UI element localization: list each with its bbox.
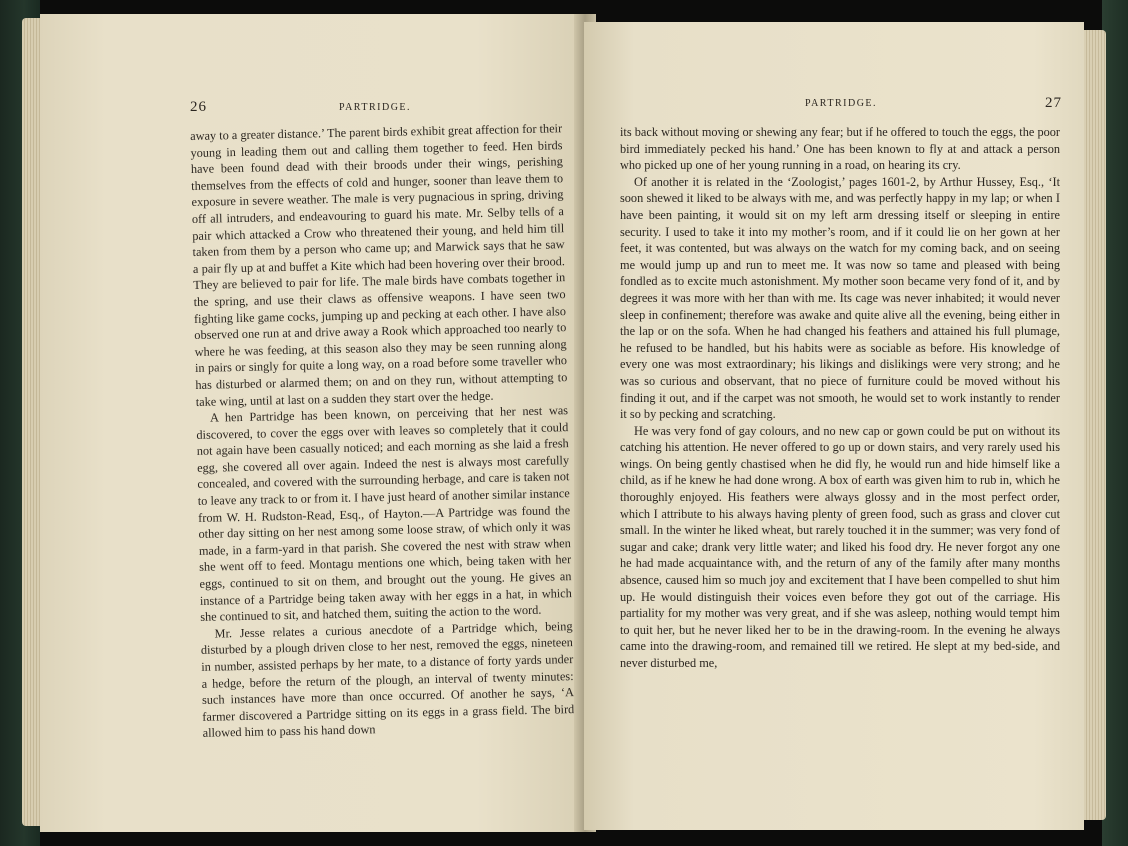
running-head: PARTRIDGE.: [338, 102, 412, 113]
paragraph: Of another it is related in the ‘Zoologist,’ pages 1601-2, by Arthur Hussey, Esq., ‘It soon shewed it liked to be always with me, and was perfectly happy in my lap; or when I have been painting, it would sit on my left arm dressing itself or sleeping in entire security. I used to take it into my mother’s room, and if it could lie on her gown at her feet, it was contented, but was always on the watch for my coming back, and on seeing me would jump up and run to meet me. It was now so tame and pleased with being fondled as to excite much astonishment. My mother soon became very fond of it, and by degrees it was more with her than with me. Its cage was never inhabited; it would never sleep in confinement; therefore was awake and quite alive all the evening, being either in the lap or on the sofa. When he had changed his feathers and attained his full plumage, he refused to be handled, but his habits were as sociable as before. His knowledge of every one was most extraordinary; his likings and dislikings were very strong; and he was so curious and observant, that no piece of furniture could be moved without his finding it out, and if the carpet was not smooth, he would set to work instantly to render it so by pecking and scratching.: [620, 174, 1060, 422]
right-page-header: [620, 95, 1062, 116]
left-page-body: [190, 120, 575, 742]
paragraph: He was very fond of gay colours, and no new cap or gown could be put on without its catching his attention. He never offered to go up or down stairs, and very rarely used his wings. On being gently chastised when he did fly, he would run and hide himself like a child, as if he knew he had done wrong. A box of earth was given him to rub in, which he thoroughly enjoyed. His feathers were always glossy and in the most perfect order, which I attribute to his always having plenty of green food, such as grass and clover cut small. In the winter he liked wheat, but rarely touched it in the summer; was very fond of sugar and cake; drank very little water; and liked his food dry. He never forgot any one he had made acquaintance with, and the return of any of the family after many months absence, caused him so much joy and excitement that I have been compelled to shut him up. He would distinguish their voices even before they got out of the carriage. His partiality for my mother was very great, and if she was asleep, nothing would tempt him to quit her, but he never liked her to be in the drawing-room. In the evening he always came into the drawing-room, and remained till we retired. He slept at my bed-side, and never disturbed me,: [620, 423, 1060, 670]
paragraph: A hen Partridge has been known, on perceiving that her nest was discovered, to cover the eggs over with leaves so completely that it could not again have been casually noticed; and each morning as she laid a fresh egg, she covered all over again. Indeed the nest is always most carefully concealed, and covered with the surrounding herbage, and care is taken not to leave any track to or from it. I have just heard of another similar instance from W. H. Rudston-Read, Esq., of Hayton.—A Partridge was found the other day sitting on her nest among some loose straw, of which only it was made, in a farm-yard in that parish. She covered the nest with straw when she went off to feed. Montagu mentions one which, being taken with her eggs, continued to sit on them, and brought out the young. He gives an instance of a Partridge being taken away with her eggs in a hat, in which she continued to sit, and hatched them, suiting the action to the word.: [196, 403, 572, 625]
running-head: PARTRIDGE.: [804, 98, 878, 109]
page-number: 26: [190, 99, 207, 115]
paragraph: its back without moving or shewing any fear; but if he offered to touch the eggs, the poor bird immediately pecked his hand.’ One has been known to fly at and attack a person who picked up one of her young running in a road, on hearing its cry.: [620, 125, 1060, 173]
left-page-header: [190, 99, 560, 120]
left-page: [40, 14, 586, 832]
paragraph: Mr. Jesse relates a curious anecdote of a Partridge which, being disturbed by a plough driven close to her nest, removed the eggs, nineteen in number, assisted perhaps by her mate, to a distance of forty yards under a hedge, before the return of the plough, an interval of twenty minutes: such instances have more than once occurred. Of another he says, ‘A farmer discovered a Partridge sitting on its eggs in a grass field. The bird allowed him to pass his hand down: [200, 618, 575, 741]
right-page: [584, 22, 1084, 830]
right-page-body: [620, 124, 1060, 672]
page-number: 27: [1045, 95, 1062, 111]
paragraph: away to a greater distance.’ The parent birds exhibit great affection for their young in leading them out and calling them together to feed. Hen birds have been found dead with their broods under their wings, perishing themselves from the effects of cold and hunger, sooner than leave them to exposure in severe weather. The male is very pugnacious in spring, driving off all intruders, and endeavouring to guard his mate. Mr. Selby tells of a pair which attacked a Crow who threatened their young, and held him till taken from them by a person who came up; and Marwick says that he saw a pair fly up at and buffet a Kite which had been hovering over their brood. They are believed to pair for life. The male birds have combats together in the spring, and use their claws as offensive weapons. I have seen two fighting like game cocks, jumping up and pecking at each other. I have also observed one run at and drive away a Rook which approached too nearly to where he was feeding, at this season also they may be seen running along in pairs or singly for quite a long way, on a road before some traveller who has disturbed or alarmed them; on and on they run, without attempting to take wing, until at last on a sudden they start over the hedge.: [190, 121, 568, 409]
